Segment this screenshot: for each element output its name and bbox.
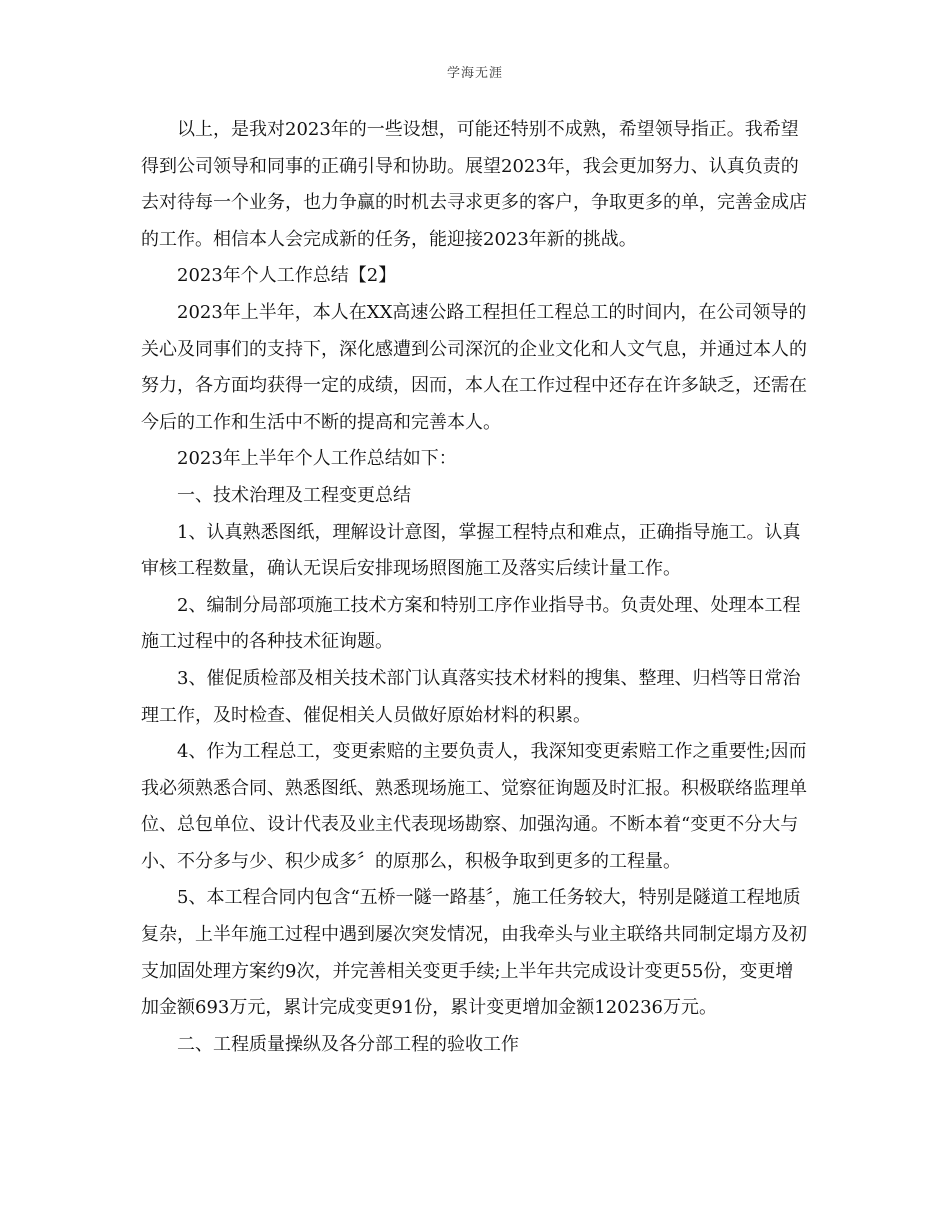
page-header: 学海无涯 [446, 66, 503, 81]
document-body [141, 112, 809, 1063]
list-item-2: 2、编制分局部项施工技术方案和特别工序作业指导书。负责处理、处理本工程施工过程中的各种技术征询题。 [141, 594, 801, 653]
heading-technical-management: 一、技术治理及工程变更总结 [177, 484, 411, 506]
list-item-3: 3、催促质检部及相关技术部门认真落实技术材料的搜集、整理、归档等日常治理工作，及时检查、催促相关人员做好原始材料的积累。 [141, 667, 801, 726]
list-item-5: 5、本工程合同内包含“五桥一隧一路基〞，施工任务较大，特别是隧道工程地质复杂，上半年施工过程中遇到屡次突发情况，由我牵头与业主联络共同制定塌方及初支加固处理方案约9次，并完善相关变更手续;上半年共完成设计变更55份，变更增加金额693万元，累计完成变更91份，累计变更增加金额120236万元。 [141, 887, 807, 1019]
paragraph-closing: 以上，是我对2023年的一些设想，可能还特别不成熟，希望领导指正。我希望得到公司领导和同事的正确引导和协助。展望2023年，我会更加努力、认真负责的去对待每一个业务，也力争赢的时机去寻求更多的客户，争取更多的单，完善金成店的工作。相信本人会完成新的任务，能迎接2023年新的挑战。 [141, 119, 807, 250]
paragraph-summary-lead: 2023年上半年个人工作总结如下： [177, 448, 457, 470]
list-item-4: 4、作为工程总工，变更索赔的主要负责人，我深知变更索赔工作之重要性;因而我必须熟悉合同、熟悉图纸、熟悉现场施工、觉察征询题及时汇报。积极联络监理单位、总包单位、设计代表及业主代表现场勘察、加强沟通。不断本着“变更不分大与小、不分多与少、积少成多〞的原那么，积极争取到更多的工程量。 [141, 741, 807, 872]
list-item-1: 1、认真熟悉图纸，理解设计意图，掌握工程特点和难点，正确指导施工。认真审核工程数量，确认无误后安排现场照图施工及落实后续计量工作。 [141, 521, 801, 580]
heading-quality-control: 二、工程质量操纵及各分部工程的验收工作 [177, 1033, 519, 1055]
paragraph-intro: 2023年上半年，本人在XX高速公路工程担任工程总工的时间内，在公司领导的关心及同事们的支持下，深化感遭到公司深沉的企业文化和人文气息，并通过本人的努力，各方面均获得一定的成绩，因而，本人在工作过程中还存在许多缺乏，还需在今后的工作和生活中不断的提高和完善本人。 [141, 301, 807, 433]
section-title-summary-2: 2023年个人工作总结【2】 [177, 265, 397, 287]
